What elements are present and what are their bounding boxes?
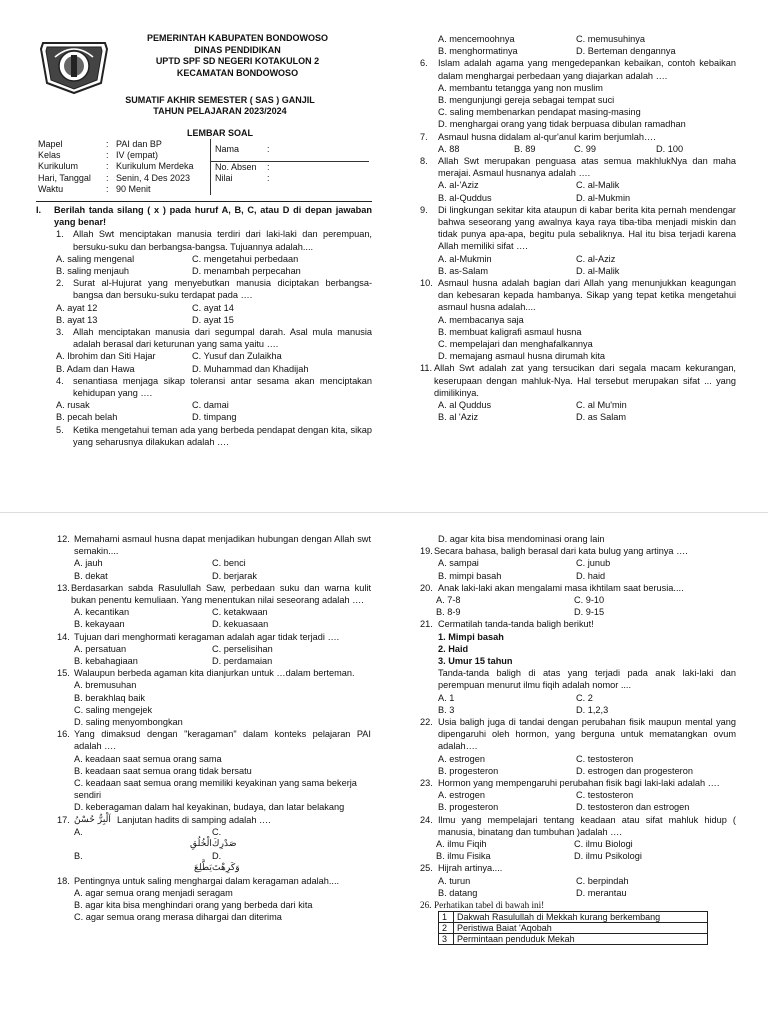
question-text: Berdasarkan sabda Rasulullah Saw, perbedaan suku dan warna kulit bukan penentu kemuliaan. Yang menentukan nilai seseorang adalah …. [71,582,371,606]
question-number: 15. [57,668,70,679]
school-letterhead [120,33,355,79]
question-text: Walaupun berbeda agaman kita dianjurkan untuk …dalam berteman. [74,668,355,679]
hadith-arabic-text: اَلْبِرُّ حُسْنُ [74,813,111,825]
question-4 [36,375,372,424]
option-b[interactable]: B. progesteron [438,765,499,776]
option-a[interactable]: A. bremusuhan [74,680,137,691]
row-number: 2 [439,923,454,934]
info-colon: : [106,139,109,149]
option-b[interactable]: B. mimpi basah [438,570,502,581]
question-text: Surat al-Hujurat yang menyebutkan manusia diciptakan berbangsa-bangsa dan bersuku-suku terdapat pada …. [73,278,372,301]
option-c[interactable]: C. al-Aziz [576,253,616,264]
info-value: Senin, 4 Des 2023 [116,172,191,183]
question-text: Usia baligh juga di tandai dengan perubahan fisik maupun mental yang dipengaruhi oleh hormon, yang berguna untuk mematangkan ovum adalah…. [438,717,736,752]
option-c[interactable]: C. al-Malik [576,180,620,191]
question-2 [36,277,372,326]
option-b[interactable]: B. agar kita bisa menghindari orang yang berbeda dari kita [74,900,313,911]
info-label: Kelas [38,150,61,160]
option-c[interactable]: C. agar semua orang merasa dihargai dan diterima [74,912,282,923]
question-text: Hijrah artinya.... [438,863,503,874]
row-text: Dakwah Rasulullah di Mekkah kurang berkembang [454,912,708,923]
option-c[interactable]: C. perselisihan [212,643,273,654]
question-text: Hormon yang mempengaruhi perubahan fisik bagi laki-laki adalah …. [438,778,720,789]
option-d[interactable]: D. berjarak [212,570,257,581]
page2-right-column [420,533,736,945]
question-text: Tujuan dari menghormati keragaman adalah agar tidak terjadi …. [74,631,340,642]
info-label: Mapel [38,139,63,149]
info-colon: : [106,161,109,171]
question-text: Lanjutan hadits di samping adalah …. [116,814,271,825]
option-c[interactable]: C. mempelajari dan menghafalkannya [438,339,593,350]
info-colon: : [106,150,109,160]
question-text: Ilmu yang mempelajari tentang keadaan atau sifat mahluk hidup ( manusia, binatang dan tumbuhan )adalah …. [438,814,736,837]
option-b[interactable]: B. berakhlaq baik [74,692,145,703]
option-c[interactable]: C. ilmu Biologi [574,839,633,850]
info-label: Hari, Tanggal [38,172,91,183]
question-13 [57,582,371,631]
option-a[interactable]: A. ilmu Fiqih [436,839,487,850]
sheet-title: LEMBAR SOAL [187,128,253,138]
question-text: Cermatilah tanda-tanda baligh berikut! [438,619,594,630]
question-7 [420,131,736,155]
list-item: 1. Mimpi basah [438,631,504,642]
letterhead-government: PEMERINTAH KABUPATEN BONDOWOSO [147,33,328,43]
info-divider [36,201,372,202]
info-label: Waktu [38,183,64,194]
option-b[interactable]: B. ayat 13 [56,314,98,325]
option-a[interactable]: A. saling mengenal [56,253,135,264]
question-number: 22. [420,717,433,728]
question-6 [420,57,736,130]
option-c[interactable]: C. ketakwaan [212,607,268,618]
option-d[interactable]: D. 9-15 [574,607,605,618]
option-d[interactable]: D. testosteron dan estrogen [576,802,690,813]
option-d[interactable]: D. haid [576,570,606,581]
question-number: 3. [56,327,64,338]
option-d[interactable]: D. Muhammad dan Khadijah [192,363,309,374]
option-d[interactable]: D. keberagaman dalam hal keyakinan, budaya, dan latar belakang [74,802,345,813]
option-d[interactable]: D. kekuasaan [212,619,269,630]
question-18 [57,875,371,924]
option-a[interactable]: A. sampai [438,558,479,569]
option-a[interactable]: A. ayat 12 [56,302,98,313]
option-d[interactable]: D. as Salam [576,412,627,423]
option-c[interactable]: C. damai [192,400,229,411]
option-d[interactable]: D. ayat 15 [192,314,234,325]
question-20 [420,582,736,619]
option-b[interactable]: B. progesteron [438,802,499,813]
question-1 [36,228,372,277]
option-b[interactable]: B. datang [438,887,478,898]
option-b[interactable]: B. as-Salam [438,265,489,276]
option-a[interactable]: A. kecantikan [74,607,130,618]
question-number: 14. [57,631,70,642]
row-text: Peristiwa Baiat 'Aqobah [454,923,708,934]
student-number-label: No. Absen [211,161,266,173]
option-a[interactable]: A. turun [438,875,471,886]
option-c[interactable]: C. memusuhinya [576,34,645,44]
student-number-field[interactable]: : [265,161,369,173]
question-number: 16. [57,729,70,740]
option-a[interactable]: A. estrogen [438,790,485,801]
option-d[interactable]: D. menghargai orang yang tidak berpuasa dibulan ramadhan [438,119,686,130]
question-text: Di lingkungan sekitar kita ataupun di kabar berita kita pernah mendengar bahwa seseorang yang awalnya kaya raya tiba-tiba menjadi miskin dan tidak punya apa-apa, begitu pula sebaliknya. Hal itu bisa terjadi karena Allah memiliki sifat …. [438,204,736,252]
row-number: 1 [439,912,454,923]
question-22 [420,716,736,777]
option-c[interactable]: C. 2 [576,692,593,703]
option-b[interactable]: B. keadaan saat semua orang tidak bersatu [74,765,252,776]
option-d[interactable]: D. al-Malik [576,265,620,276]
question-text: Yang dimaksud dengan "keragaman" dalam konteks pelajaran PAI adalah …. [74,729,371,752]
option-b[interactable]: B. dekat [74,570,108,581]
section-instruction [36,204,372,228]
question-23 [420,777,736,814]
option-c[interactable]: C. testosteron [576,790,634,801]
question-number: 13. [57,582,70,593]
row-number: 3 [439,934,454,945]
question-number: 21. [420,619,433,630]
option-b[interactable]: B. kekayaan [74,619,125,630]
question-number: 17. [57,814,70,825]
exam-page-1 [0,0,768,512]
question-text: Asmaul husna didalam al-qur'anul karim berjumlah…. [438,131,656,142]
question-text: Anak laki-laki akan mengalami masa ikhtilam saat berusia.... [438,582,684,593]
option-b[interactable]: B. membuat kaligrafi asmaul husna [438,326,582,337]
page2-left-column [57,533,371,924]
option-b[interactable]: B. ilmu Fisika [436,851,491,862]
question-number: 18. [57,875,70,886]
list-item: 2. Haid [438,643,469,654]
option-b[interactable]: B. menghormatinya [438,46,518,57]
option-d[interactable]: D. saling menyombongkan [74,717,183,728]
question-text: senantiasa menjaga sikap toleransi antar sesama akan menciptakan kehidupan yang …. [73,375,372,399]
option-d[interactable]: وَكَرِهْتَ [212,862,240,874]
table-row [439,923,708,934]
option-b[interactable]: B. al-Quddus [438,192,492,203]
option-a[interactable]: A. estrogen [438,753,485,764]
info-spacer [211,184,266,195]
question-number: 5. [56,424,64,435]
option-c[interactable]: C. 99 [574,143,596,154]
option-a[interactable]: A. Ibrohim dan Siti Hajar [56,351,156,362]
score-label: Nilai [211,173,266,184]
option-a[interactable]: A. 1 [438,692,455,703]
option-a[interactable]: A. al Quddus [438,400,492,411]
question-number: 7. [420,131,428,142]
option-b[interactable]: B. pecah belah [56,412,118,423]
info-value: Kurikulum Merdeka [116,161,194,171]
instruction-text: Berilah tanda silang ( x ) pada huruf A, B, C, atau D di depan jawaban yang benar! [54,205,372,228]
table-row [439,934,708,945]
question-number: 4. [56,375,64,386]
option-a[interactable]: A. membacanya saja [438,314,524,325]
option-b[interactable]: B. 3 [438,704,455,715]
regency-emblem-logo [35,35,113,95]
section-number: I. [36,205,42,215]
option-b[interactable]: B. saling menjauh [56,266,130,277]
page1-left-column [36,204,372,448]
list-item: 3. Umur 15 tahun [438,656,513,667]
option-b[interactable]: يَطَّلِعَ [193,862,212,874]
option-a[interactable]: A. 88 [438,143,460,154]
option-d-label[interactable]: D. [212,851,222,862]
option-d[interactable]: D. 1,2,3 [576,704,609,715]
option-c[interactable]: C. benci [212,558,246,569]
option-a[interactable]: A. mencemoohnya [438,34,515,44]
option-a[interactable]: A. al-'Aziz [438,180,479,191]
option-b[interactable]: B. 89 [514,143,536,154]
question-number: 9. [420,204,428,215]
option-d[interactable]: D. memajang asmaul husna dirumah kita [438,351,605,362]
question-number: 1. [56,229,64,240]
question-number: 2. [56,278,64,289]
option-c[interactable]: C. berpindah [576,875,629,886]
option-d[interactable]: D. estrogen dan progesteron [576,765,693,776]
question-5-options [420,33,736,57]
info-label: Kurikulum [38,161,79,171]
question-15 [57,667,371,728]
question-3 [36,326,372,375]
option-c[interactable]: C. testosteron [576,753,634,764]
letterhead-department: DINAS PENDIDIKAN [194,44,281,55]
question-9 [420,204,736,277]
question-19 [420,545,736,582]
option-a[interactable]: A. al-Mukmin [438,253,492,264]
option-a[interactable]: A. jauh [74,558,103,569]
info-colon: : [106,183,109,194]
exam-title-block [60,95,380,139]
question-text: Asmaul husna adalah bagian dari Allah yang menunjukkan keagungan dan kebesaran kepada hambanya. Sikap yang tepat ketika mengetahui asmaul husna adalah.... [438,278,736,313]
info-value: IV (empat) [116,150,159,160]
letterhead-school: UPTD SPF SD NEGERI KOTAKULON 2 [155,56,320,67]
option-c[interactable]: C. mengetahui perbedaan [192,253,299,264]
option-d[interactable]: D. agar kita bisa mendominasi orang lain [438,534,605,544]
question-number: 10. [420,278,433,289]
question-25 [420,862,736,899]
option-a[interactable]: الْخُلُقِ [190,838,212,850]
question-number: 23. [420,778,433,789]
option-d[interactable]: D. merantau [576,887,627,898]
option-d[interactable]: D. ilmu Psikologi [574,851,642,862]
question-number: 24. [420,814,433,825]
question-text: Secara bahasa, baligh berasal dari kata bulug yang artinya …. [434,546,688,557]
question-number: 8. [420,156,428,167]
option-a[interactable]: A. membantu tetangga yang non muslim [438,82,603,93]
info-colon: : [106,172,109,183]
option-d[interactable]: D. menambah perpecahan [192,266,301,277]
option-a[interactable]: A. 7-8 [436,595,461,606]
option-a[interactable]: A. keadaan saat semua orang sama [74,753,222,764]
row-text: Permintaan penduduk Mekah [454,934,708,945]
option-d[interactable]: D. Berteman dengannya [576,46,676,57]
table-row [439,912,708,923]
question-text: Allah Swt adalah zat yang tersucikan dari segala macam kekurangan, keserupaan dengan mahluk-Nya. Hal tersebut merupakan sifat ... yang dimilikinya. [434,363,736,398]
option-b[interactable]: B. mengunjungi gereja sebagai tempat suci [438,95,615,106]
option-b[interactable]: B. kebahagiaan [74,656,138,667]
option-b-label[interactable]: B. [74,851,83,862]
option-b[interactable]: B. Adam dan Hawa [56,363,135,374]
question-21 [420,618,736,716]
option-c[interactable]: C. junub [576,558,611,569]
option-c[interactable]: C. saling mengejek [74,704,153,715]
student-name-field[interactable]: : [267,144,270,155]
question-11 [420,362,736,423]
option-c[interactable]: C. saling membenarkan pendapat masing-masing [438,107,641,118]
option-d[interactable]: D. 100 [656,143,684,154]
question-text-continued: Tanda-tanda baligh di atas yang terjadi pada anak laki-laki dan perempuan menurut ilmu fiqih adalah nomor .... [438,668,736,691]
student-name-label: Nama [211,139,266,161]
option-d[interactable]: D. perdamaian [212,656,273,667]
option-b[interactable]: B. 8-9 [436,607,461,618]
option-d[interactable]: D. al-Mukmin [576,192,631,203]
option-c[interactable]: C. Yusuf dan Zulaikha [192,351,282,362]
option-a[interactable]: A. rusak [56,400,90,411]
option-a[interactable]: A. agar semua orang menjadi seragam [74,887,233,898]
migration-reasons-table [438,911,708,945]
page1-right-column [420,33,736,424]
option-c[interactable]: C. al Mu'min [576,400,627,411]
question-17 [57,814,371,875]
question-8 [420,155,736,204]
score-field[interactable]: : [267,172,270,183]
option-c-label[interactable]: C. [212,826,222,837]
question-text: Allah menciptakan manusia dari segumpal darah. Asal mula manusia adalah berasal dari keturunan yang sama yaitu …. [73,327,372,350]
academic-year: TAHUN PELAJARAN 2023/2024 [153,106,287,116]
question-14 [57,631,371,668]
question-text: Islam adalah agama yang mengedepankan kebaikan, contoh kebaikan dalam menghargai perbedaan yang diajarkan adalah …. [438,58,736,81]
info-value: PAI dan BP [116,139,162,149]
option-c[interactable]: C. ayat 14 [192,302,234,313]
option-a-label[interactable]: A. [74,826,83,837]
question-10 [420,277,736,362]
question-text: Allah Swt merupakan penguasa atas semua makhlukNya dan maha merajai. Asmaul husnanya adalah …. [438,156,736,179]
exam-info-table [36,139,369,195]
question-26 [420,899,736,945]
question-text: Perhatikan tabel di bawah ini! [434,900,545,911]
question-text: Allah Swt menciptakan manusia terdiri dari laki-laki dan perempuan, bersuku-suku dan berbangsa-bangsa. Tujuannya adalah.... [73,229,372,252]
question-text: Ketika mengetahui teman ada yang berbeda pendapat dengan kita, sikap yang seharusnya dilakukan adalah …. [73,424,372,447]
question-number: 26. [420,900,432,911]
option-c[interactable]: C. 9-10 [574,595,605,606]
exam-title: SUMATIF AKHIR SEMESTER ( SAS ) GANJIL [125,95,315,105]
letterhead-district: KECAMATAN BONDOWOSO [176,67,299,78]
option-d[interactable]: D. timpang [192,412,237,423]
info-value: 90 Menit [116,183,151,194]
option-c[interactable]: صَدْرِكَ [212,838,237,850]
question-5 [36,424,372,448]
question-number: 19. [420,546,433,557]
question-text: Memahami asmaul husna dapat menjadikan hubungan dengan Allah swt semakin.... [74,534,371,557]
question-24 [420,814,736,863]
question-number: 6. [420,58,428,69]
info-spacer [265,184,369,195]
option-a[interactable]: A. persatuan [74,643,127,654]
question-number: 11. [420,363,433,374]
question-text: Pentingnya untuk saling menghargai dalam keragaman adalah.... [74,875,340,886]
question-number: 12. [57,534,70,544]
question-number: 20. [420,582,433,593]
question-16 [57,728,371,813]
question-12 [57,533,371,582]
option-c[interactable]: C. keadaan saat semua orang memiliki keyakinan yang sama bekerja sendiri [74,778,357,801]
option-b[interactable]: B. al 'Aziz [438,412,479,423]
question-number: 25. [420,863,433,874]
exam-page-2 [0,512,768,1025]
